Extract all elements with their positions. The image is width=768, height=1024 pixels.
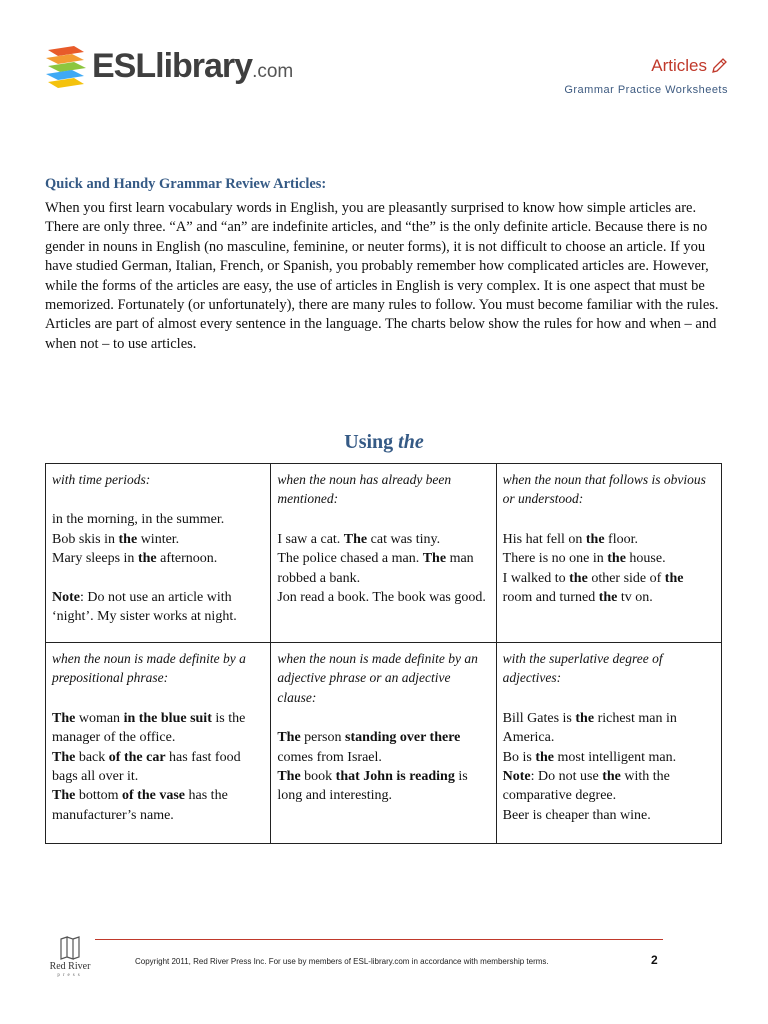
rule-examples	[503, 530, 715, 608]
emphasized-text: The	[422, 551, 447, 567]
rule-cell	[271, 464, 496, 643]
example-text: house.	[625, 551, 666, 567]
table-title-prefix: Using	[344, 431, 399, 453]
example-text: with the comparative degree.	[502, 769, 670, 804]
example-line	[52, 786, 264, 825]
emphasized-text: The	[277, 730, 301, 746]
example-text: There is no one in	[502, 551, 608, 567]
example-text: comes from Israel.	[277, 749, 382, 765]
example-text: room and turned	[502, 590, 599, 606]
example-text: winter.	[137, 531, 180, 547]
example-text: floor.	[604, 531, 638, 547]
table-row	[46, 643, 722, 844]
red-river-press-logo	[40, 935, 100, 985]
example-text: I saw a cat.	[277, 531, 344, 547]
example-text: bottom	[75, 788, 123, 804]
example-text: Beer is cheaper than wine.	[502, 807, 651, 823]
articles-rules-table	[45, 463, 722, 844]
publisher-sub: press	[57, 973, 83, 978]
emphasized-text: The	[52, 749, 76, 765]
example-text: Mary sleeps in	[52, 551, 138, 567]
page-number: 2	[651, 953, 658, 967]
example-line	[277, 530, 489, 549]
example-text: in the morning, in the summer.	[52, 512, 225, 528]
rule-heading: with time periods:	[52, 472, 151, 487]
worksheet-header	[564, 56, 728, 96]
example-text: person	[300, 730, 345, 746]
example-text: afternoon.	[156, 551, 218, 567]
example-line	[52, 530, 264, 549]
example-text: Bill Gates is	[502, 710, 576, 726]
emphasized-text: The	[277, 769, 301, 785]
rule-cell	[496, 464, 721, 643]
example-text: has fast food bags all over it.	[52, 749, 241, 785]
logo-suffix: .com	[252, 61, 294, 82]
emphasized-text: of the vase	[122, 788, 186, 804]
table-title-emphasis: the	[398, 431, 424, 453]
intro-paragraph: When you first learn vocabulary words in English, you are pleasantly surprised to know how simple articles are. There are only three. “A” and “an” are indefinite articles, and “the” is the only definite article. Because there is no gender in nouns in English (no masculine, feminine, or neuter forms), it is not difficult to choose an article. If you have studied German, Italian, French, or Spanish, you probably remember how complicated articles are. However, while the forms of the articles are easy, the use of articles in English is very complex. It is one aspect that must be memorized. Fortunately (or unfortunately), there are many rules to follow. You must become familiar with the rules. Articles are part of almost every sentence in the language. The charts below show the rules for how and when – and when not – to use articles.	[45, 200, 719, 352]
rule-examples	[52, 510, 264, 626]
example-text: richest man in America.	[502, 710, 677, 746]
emphasized-text: Note	[502, 769, 531, 785]
rule-cell	[496, 643, 721, 844]
books-icon	[55, 935, 85, 961]
rule-heading: when the noun that follows is obvious or understood:	[502, 472, 706, 507]
example-line	[277, 767, 489, 806]
example-line	[52, 588, 264, 627]
example-text: other side of	[587, 570, 665, 586]
example-text: most intelligent man.	[554, 749, 677, 765]
rule-heading: when the noun is made definite by an adjective phrase or an adjective clause:	[277, 651, 478, 705]
publisher-name: Red River	[49, 961, 91, 972]
example-text: book	[300, 769, 336, 785]
emphasized-text: The	[52, 788, 76, 804]
emphasized-text: the	[575, 710, 595, 726]
rule-cell	[46, 643, 271, 844]
emphasized-text: the	[598, 590, 618, 606]
example-text: woman	[75, 710, 124, 726]
intro-heading: Quick and Handy Grammar Review Articles:	[45, 176, 327, 192]
emphasized-text: the	[585, 531, 605, 547]
example-line	[52, 510, 264, 529]
example-line	[52, 709, 264, 748]
example-line	[277, 549, 489, 588]
example-line	[503, 549, 715, 568]
example-line	[52, 748, 264, 787]
emphasized-text: standing over there	[345, 730, 461, 746]
emphasized-text: the	[137, 551, 157, 567]
stacked-books-icon	[44, 44, 88, 90]
example-text: : Do not use an article with ‘night’. My sister works at night.	[52, 589, 237, 625]
example-text: man robbed a bank.	[277, 551, 474, 586]
rule-cell	[46, 464, 271, 643]
example-text: cat was tiny.	[367, 531, 441, 547]
intro-section	[45, 176, 727, 354]
example-line	[503, 569, 715, 608]
example-text: I walked to	[502, 570, 570, 586]
emphasized-text: the	[602, 769, 621, 785]
example-text: His hat fell on	[502, 531, 586, 547]
example-text: Bob skis in	[52, 531, 119, 547]
example-text: Jon read a book. The book was good.	[277, 590, 486, 606]
rule-examples	[52, 709, 264, 825]
emphasized-text: the	[569, 570, 588, 586]
rule-heading: when the noun is made definite by a prepositional phrase:	[52, 651, 246, 686]
footer-divider	[95, 939, 663, 940]
example-text: has the manufacturer’s name.	[52, 788, 228, 823]
example-text: is the manager of the office.	[52, 710, 246, 746]
worksheet-subtitle: Grammar Practice Worksheets	[564, 84, 728, 96]
emphasized-text: Note	[52, 589, 80, 605]
example-line	[503, 748, 715, 767]
emphasized-text: the	[535, 749, 555, 765]
example-text: The police chased a man.	[277, 551, 423, 567]
rule-cell	[271, 643, 496, 844]
example-text: : Do not use	[530, 769, 603, 785]
rule-examples	[277, 530, 489, 608]
emphasized-text: The	[52, 710, 76, 726]
rule-examples	[503, 709, 715, 825]
logo-wordmark: ESLlibrary	[92, 47, 253, 85]
emphasized-text: that John is reading	[335, 769, 455, 785]
example-text: Bo is	[502, 749, 536, 765]
example-line	[503, 767, 715, 806]
emphasized-text: the	[664, 570, 684, 586]
table-row	[46, 464, 722, 643]
example-line	[503, 530, 715, 549]
example-text: tv on.	[617, 590, 653, 606]
example-line	[277, 728, 489, 767]
rule-heading: with the superlative degree of adjectives:	[502, 651, 663, 686]
example-line	[503, 709, 715, 748]
emphasized-text: in the blue suit	[123, 710, 212, 726]
worksheet-title: Articles	[651, 56, 707, 75]
emphasized-text: the	[607, 551, 626, 567]
emphasized-text: The	[343, 531, 368, 547]
pencil-icon	[710, 57, 728, 75]
example-line	[52, 549, 264, 568]
example-line	[503, 806, 715, 825]
example-line	[277, 588, 489, 607]
copyright-notice: Copyright 2011, Red River Press Inc. For use by members of ESL-library.com in accordance with membership terms.	[135, 957, 549, 966]
rule-heading: when the noun has already been mentioned:	[277, 472, 452, 507]
example-line	[52, 569, 264, 588]
rule-examples	[277, 728, 489, 806]
example-text: is long and interesting.	[277, 769, 468, 804]
table-title	[0, 431, 768, 454]
emphasized-text: the	[118, 531, 138, 547]
example-text: back	[75, 749, 109, 765]
esl-library-logo	[44, 44, 294, 90]
emphasized-text: of the car	[108, 749, 166, 765]
